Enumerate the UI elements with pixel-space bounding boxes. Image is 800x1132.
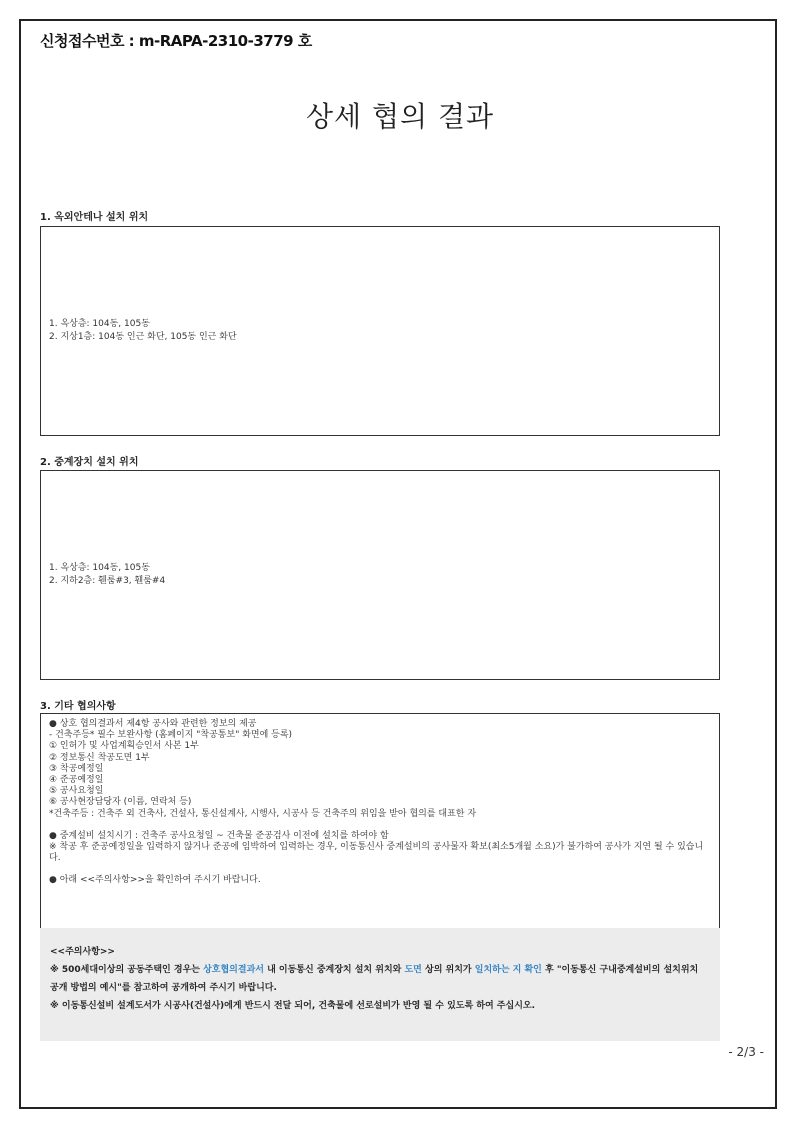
notice-line-1 [50,961,710,997]
notice-box [40,928,720,1041]
section2-box [40,470,720,680]
notice-highlight: 도면 [404,965,422,975]
info-line: ② 정보통신 착공도면 1부 [49,752,150,763]
receipt-number: 신청접수번호 : m-RAPA-2310-3779 호 [40,32,312,50]
section3-box [40,713,720,929]
info-line: *건축주등 : 건축주 외 건축사, 건설사, 통신설계사, 시행사, 시공사 등 건축주의 위임을 받아 협의를 대표한 자 [49,808,477,819]
info-line: ※ 착공 후 준공예정일을 입력하지 않거나 준공에 임박하여 입력하는 경우, 이동통신사 중계설비의 공사물자 확보(최소5개월 소요)가 불가하여 공사가 지연 될 수 있습니다. [49,842,704,864]
section3-block3 [49,875,711,886]
notice-highlight: 상호협의결과서 [203,965,264,975]
notice-highlight: 일치하는 지 확인 [474,965,542,975]
notice-text: 상의 위치가 [421,965,475,975]
section2-line: 2. 지하2층: 휀룸#3, 휀룸#4 [49,576,166,586]
section1-label: 1. 옥외안테나 설치 위치 [40,212,149,223]
page-title: 상세 협의 결과 [305,100,495,133]
section1-line: 2. 지상1층: 104동 인근 화단, 105동 인근 화단 [49,332,237,342]
section1-box [40,226,720,436]
info-line: ● 중계설비 설치시기 : 건축주 공사요청일 ~ 건축물 준공검사 이전에 설치를 하여야 함 [49,830,389,841]
info-line: ● 아래 <<주의사항>>을 확인하여 주시기 바랍니다. [49,875,261,886]
info-line: - 건축주등* 필수 보완사항 (홈페이지 "착공통보" 화면에 등록) [49,730,293,741]
section1-lines [49,318,237,344]
notice-text: 후 "이동통신 구내중계설비의 설치위치 공개 방법의 예시"를 참고하여 공개하여 주시기 바랍니다. [50,965,699,993]
section3-block1 [49,719,711,820]
info-line: ● 상호 협의결과서 제4항 공사와 관련한 정보의 제공 [49,719,257,729]
section2-lines [49,562,165,588]
info-line: ⑤ 공사요청일 [49,786,104,797]
notice-text: 내 이동통신 중계장치 설치 위치와 [263,965,405,975]
page-number: - 2/3 - [728,1045,764,1059]
notice-line-2: ※ 이동통신설비 설계도서가 시공사(건설사)에게 반드시 전달 되어, 건축물에 선로설비가 반영 될 수 있도록 하여 주십시오. [50,1001,535,1011]
info-line: ⑥ 공사현장담당자 (이름, 연락처 등) [49,797,192,808]
section3-label: 3. 기타 협의사항 [40,701,116,712]
info-line: ③ 착공예정일 [49,763,104,774]
info-line: ① 인허가 및 사업계획승인서 사본 1부 [49,741,199,752]
info-line: ④ 준공예정일 [49,775,104,786]
section2-label: 2. 중계장치 설치 위치 [40,457,139,468]
notice-text: ※ 500세대이상의 공동주택인 경우는 [50,965,204,975]
notice-heading: <<주의사항>> [50,947,115,957]
section1-line: 1. 옥상층: 104동, 105동 [49,319,150,329]
section2-line: 1. 옥상층: 104동, 105동 [49,563,150,573]
section3-block2 [49,831,711,865]
